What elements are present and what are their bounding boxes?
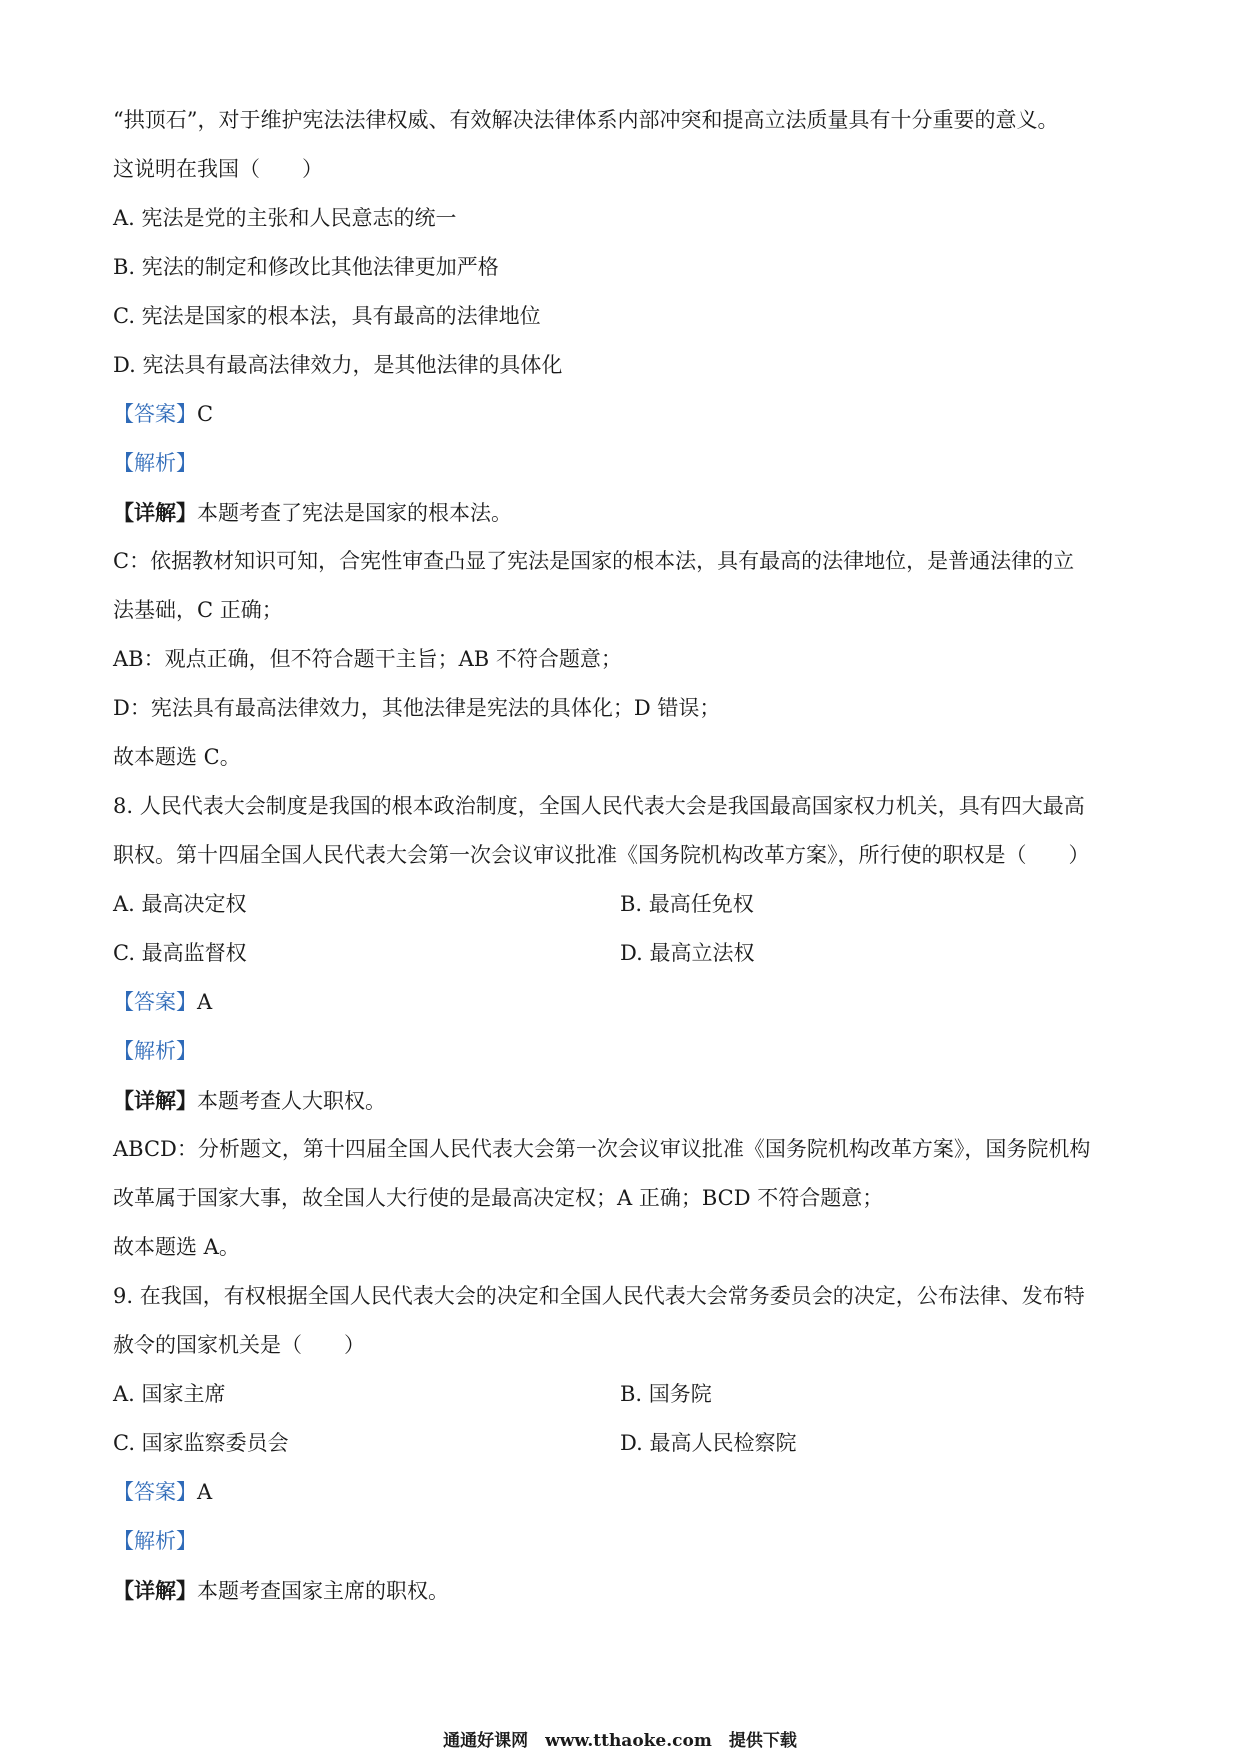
q8-stem-line-2: 职权。第十四届全国人民代表大会第一次会议审议批准《国务院机构改革方案》，所行使的职权是（ ） bbox=[113, 843, 1090, 867]
q9-stem-line-2: 赦令的国家机关是（ ） bbox=[113, 1333, 365, 1357]
q7-option-b: B. 宪法的制定和修改比其他法律更加严格 bbox=[113, 255, 499, 279]
q9-options-row-2 bbox=[113, 1419, 1133, 1468]
q9-option-c: C. 国家监察委员会 bbox=[113, 1431, 289, 1455]
detail-tag: 【详解】 bbox=[113, 1088, 197, 1113]
q8-analysis bbox=[113, 1027, 1133, 1076]
q9-option-b: B. 国务院 bbox=[620, 1382, 712, 1406]
detail-text: 本题考查人大职权。 bbox=[197, 1089, 386, 1113]
q7-stem-line-1: “拱顶石”，对于维护宪法法律权威、有效解决法律体系内部冲突和提高立法质量具有十分重要的意义。 bbox=[113, 108, 1059, 132]
q8-option-b: B. 最高任免权 bbox=[620, 892, 754, 916]
q7-explanation-line-3: AB：观点正确，但不符合题干主旨；AB 不符合题意； bbox=[113, 647, 622, 671]
q9-stem-line-1: 9. 在我国，有权根据全国人民代表大会的决定和全国人民代表大会常务委员会的决定，公布法律、发布特 bbox=[113, 1284, 1085, 1308]
q9-answer bbox=[113, 1468, 1133, 1517]
answer-value: C bbox=[197, 402, 214, 426]
q7-explanation-line-5: 故本题选 C。 bbox=[113, 745, 241, 769]
q7-option-d: D. 宪法具有最高法律效力，是其他法律的具体化 bbox=[113, 353, 563, 377]
q8-options-row-2 bbox=[113, 929, 1133, 978]
q7-detail bbox=[113, 488, 1133, 537]
answer-value: A bbox=[197, 990, 213, 1014]
q7-answer bbox=[113, 390, 1133, 439]
detail-text: 本题考查了宪法是国家的根本法。 bbox=[197, 501, 512, 525]
answer-tag: 【答案】 bbox=[113, 1480, 197, 1504]
detail-tag: 【详解】 bbox=[113, 1578, 197, 1603]
q9-option-a: A. 国家主席 bbox=[113, 1382, 226, 1406]
document-body bbox=[113, 96, 1133, 1615]
q9-options-row-1 bbox=[113, 1370, 1133, 1419]
q7-stem-line-2: 这说明在我国（ ） bbox=[113, 157, 323, 181]
q7-explanation-line-4: D：宪法具有最高法律效力，其他法律是宪法的具体化；D 错误； bbox=[113, 696, 721, 720]
q8-detail bbox=[113, 1076, 1133, 1125]
q7-explanation-line-2: 法基础，C 正确； bbox=[113, 598, 283, 622]
q8-options-row-1 bbox=[113, 880, 1133, 929]
q7-option-a: A. 宪法是党的主张和人民意志的统一 bbox=[113, 206, 457, 230]
q8-option-d: D. 最高立法权 bbox=[620, 941, 755, 965]
q8-explanation-line-2: 改革属于国家大事，故全国人大行使的是最高决定权；A 正确；BCD 不符合题意； bbox=[113, 1186, 884, 1210]
detail-text: 本题考查国家主席的职权。 bbox=[197, 1579, 449, 1603]
q8-explanation-line-3: 故本题选 A。 bbox=[113, 1235, 240, 1259]
answer-tag: 【答案】 bbox=[113, 990, 197, 1014]
q7-analysis bbox=[113, 439, 1133, 488]
q8-answer bbox=[113, 978, 1133, 1027]
q9-option-d: D. 最高人民检察院 bbox=[620, 1431, 797, 1455]
page-footer: 通通好课网 www.tthaoke.com 提供下载 bbox=[443, 1731, 797, 1751]
analysis-tag: 【解析】 bbox=[113, 1529, 197, 1553]
answer-value: A bbox=[197, 1480, 213, 1504]
detail-tag: 【详解】 bbox=[113, 500, 197, 525]
q8-stem-line-1: 8. 人民代表大会制度是我国的根本政治制度，全国人民代表大会是我国最高国家权力机关，具有四大最高 bbox=[113, 794, 1085, 818]
q7-explanation-line-1: C：依据教材知识可知，合宪性审查凸显了宪法是国家的根本法，具有最高的法律地位，是普通法律的立 bbox=[113, 549, 1075, 573]
analysis-tag: 【解析】 bbox=[113, 1039, 197, 1063]
q8-option-a: A. 最高决定权 bbox=[113, 892, 247, 916]
q9-detail bbox=[113, 1566, 1133, 1615]
answer-tag: 【答案】 bbox=[113, 402, 197, 426]
q8-option-c: C. 最高监督权 bbox=[113, 941, 247, 965]
q8-explanation-line-1: ABCD：分析题文，第十四届全国人民代表大会第一次会议审议批准《国务院机构改革方案》，国务院机构 bbox=[113, 1137, 1091, 1161]
analysis-tag: 【解析】 bbox=[113, 451, 197, 475]
q7-option-c: C. 宪法是国家的根本法，具有最高的法律地位 bbox=[113, 304, 541, 328]
q9-analysis bbox=[113, 1517, 1133, 1566]
